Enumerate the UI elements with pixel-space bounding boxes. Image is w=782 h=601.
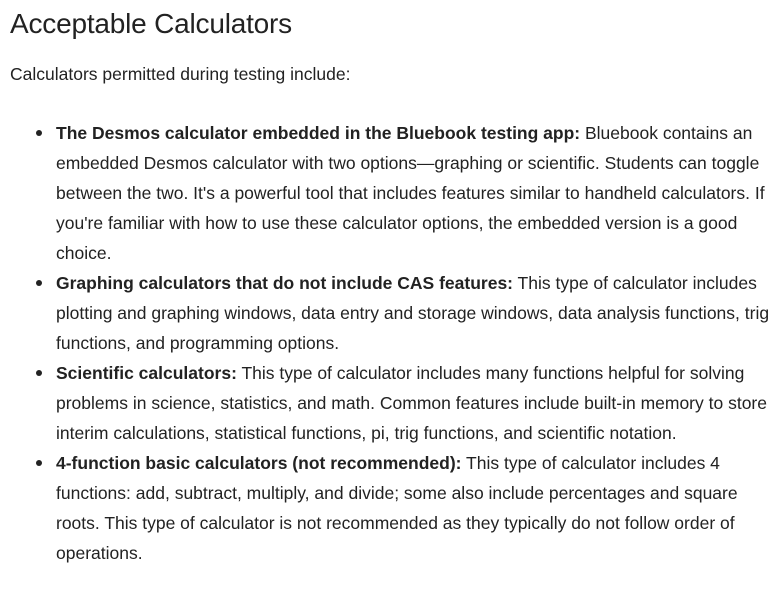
calculator-list xyxy=(0,118,782,568)
list-item-title: The Desmos calculator embedded in the Bluebook testing app: xyxy=(56,123,581,143)
list-item-text: This type of calculator includes many functions helpful for solving problems in science, statistics, and math. Common features include built-in memory to store interim calculations, statistical functions, pi, trig functions, and scientific notation. xyxy=(56,363,767,443)
bullet-icon xyxy=(36,370,42,376)
list-item-scientific xyxy=(56,358,774,448)
bullet-icon xyxy=(36,460,42,466)
list-item-title: Scientific calculators: xyxy=(56,363,237,383)
list-item-basic xyxy=(56,448,774,568)
bullet-icon xyxy=(36,130,42,136)
list-item-desmos xyxy=(56,118,774,268)
list-item-text: This type of calculator includes plotting and graphing windows, data entry and storage windows, data analysis functions, trig functions, and programming options. xyxy=(56,273,770,353)
bullet-icon xyxy=(36,280,42,286)
list-item-title: Graphing calculators that do not include CAS features: xyxy=(56,273,513,293)
list-item-graphing xyxy=(56,268,774,358)
list-item-text: Bluebook contains an embedded Desmos calculator with two options—graphing or scientific. Students can toggle between the two. It's a powerful tool that includes features similar to handheld calculators. If you're familiar with how to use these calculator options, the embedded version is a good choice. xyxy=(56,123,765,263)
list-item-title: 4-function basic calculators (not recommended): xyxy=(56,453,462,473)
intro-paragraph: Calculators permitted during testing include: xyxy=(10,64,351,84)
list-item-text: This type of calculator includes 4 functions: add, subtract, multiply, and divide; some also include percentages and square roots. This type of calculator is not recommended as they typically do not follow order of operations. xyxy=(56,453,738,563)
section-heading: Acceptable Calculators xyxy=(10,8,292,39)
